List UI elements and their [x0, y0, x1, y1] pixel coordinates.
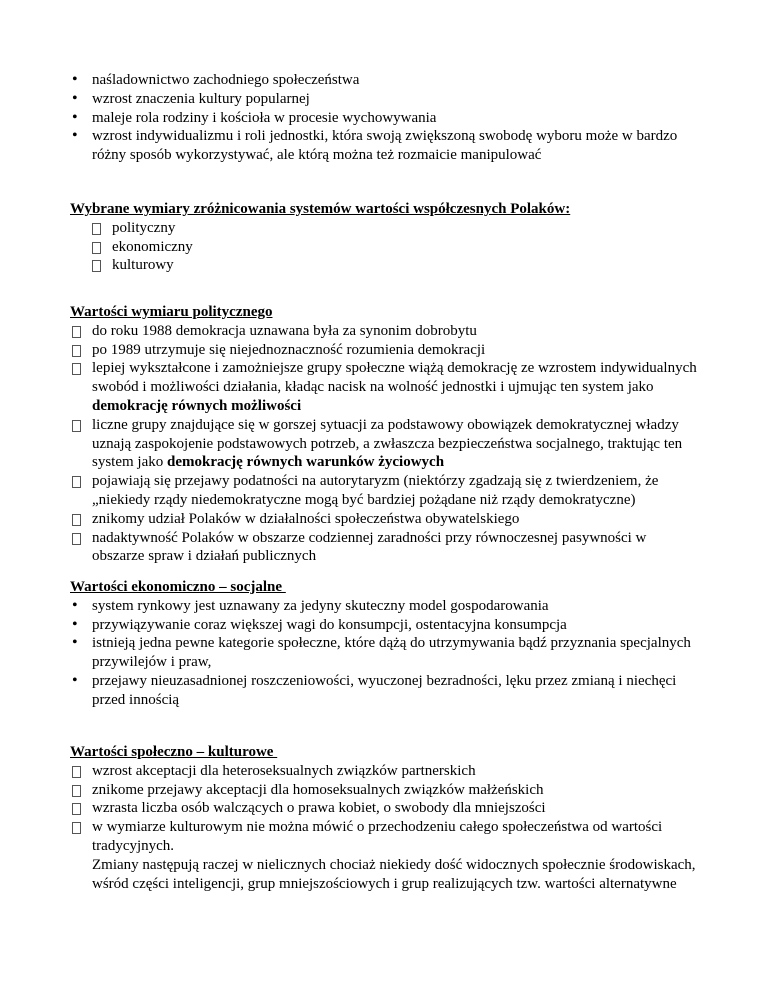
item-text: do roku 1988 demokracja uznawana była za synonim dobrobytu [92, 322, 477, 339]
list-item: • przywiązywanie coraz większej wagi do konsumpcji, ostentacyjna konsumpcja [70, 616, 700, 635]
section-heading: Wartości wymiaru politycznego [70, 304, 273, 320]
item-text: nadaktywność Polaków w obszarze codziennej zaradności przy równoczesnej pasywności w obszarze spraw i działań publicznych [92, 529, 647, 565]
square-bullet-icon [72, 822, 81, 834]
item-text: w wymiarze kulturowym nie można mówić o przechodzeniu całego społeczeństwa od wartości tradycyjnych. [92, 819, 663, 854]
list-item [70, 510, 700, 529]
list-item [70, 762, 700, 781]
square-bullet-icon [72, 766, 81, 778]
section-heading: Wartości społeczno – kulturowe [70, 744, 278, 760]
list-item: • system rynkowy jest uznawany za jedyny skuteczny model gospodarowania [70, 597, 700, 616]
item-text: pojawiają się przejawy podatności na autorytaryzm (niektórzy zgadzają się z twierdzeniem, że „niekiedy rządy niedemokratyczne mogą być bardziej pożądane niż rządy demokratyczne) [92, 473, 659, 508]
square-bullet-icon [72, 345, 81, 357]
item-text: po 1989 utrzymuje się niejednoznaczność rozumienia demokracji [92, 341, 486, 358]
list-item [70, 472, 700, 510]
list-item [70, 322, 700, 341]
item-emphasis: demokrację równych możliwości [92, 397, 302, 414]
item-emphasis: demokrację równych warunków życiowych [167, 454, 445, 471]
square-bullet-icon [72, 514, 81, 526]
item-text: liczne grupy znajdujące się w gorszej sytuacji za podstawowy obowiązek demokratycznej władzy uznają zaspokojenie podstawowych potrzeb, a zwłaszcza bezpieczeństwa socjalnego, traktując ten system jako [92, 416, 683, 471]
square-bullet-icon [92, 223, 101, 235]
list-item: • wzrost znaczenia kultury popularnej [70, 90, 700, 109]
square-bullet-icon [92, 242, 101, 254]
list-item [70, 818, 700, 856]
section-political [70, 303, 700, 566]
list-item [70, 359, 700, 415]
list-item: • maleje rola rodziny i kościoła w procesie wychowywania [70, 109, 700, 128]
item-text: wzrasta liczba osób walczących o prawa kobiet, o swobody dla mniejszości [92, 800, 546, 817]
section-heading: Wartości ekonomiczno – socjalne [70, 579, 286, 595]
item-text: polityczny [112, 219, 176, 236]
list-item [70, 341, 700, 360]
item-text: lepiej wykształcone i zamożniejsze grupy społeczne wiążą demokrację ze wzrostem indywidualnych swobód i możliwości działania, kładąc nacisk na wolność jednostki i ujmując ten system jako [92, 360, 697, 396]
list-item [90, 238, 700, 257]
square-bullet-icon [72, 363, 81, 375]
list-item [90, 256, 700, 275]
item-text: znikome przejawy akceptacji dla homoseksualnych związków małżeńskich [92, 781, 544, 798]
square-bullet-icon [72, 803, 81, 815]
list-item [70, 781, 700, 800]
square-bullet-icon [72, 476, 81, 488]
list-item [70, 416, 700, 472]
square-bullet-icon [72, 420, 81, 432]
list-item: • istnieją jedna pewne kategorie społeczne, które dążą do utrzymywania bądź przyznania specjalnych przywilejów i praw, [70, 634, 700, 672]
section-heading: Wybrane wymiary zróżnicowania systemów wartości współczesnych Polaków: [70, 201, 571, 217]
list-item: • przejawy nieuzasadnionej roszczeniowości, wyuczonej bezradności, lęku przez zmianą i niechęci przed innością [70, 672, 700, 710]
item-text: znikomy udział Polaków w działalności społeczeństwa obywatelskiego [92, 510, 520, 527]
section-cultural [70, 743, 700, 893]
section-dimensions [70, 200, 700, 275]
list-item: • naśladownictwo zachodniego społeczeństwa [70, 71, 700, 90]
square-bullet-icon [72, 326, 81, 338]
item-text: kulturowy [112, 257, 174, 274]
item-text: wzrost akceptacji dla heteroseksualnych związków partnerskich [92, 762, 476, 779]
list-item [90, 219, 700, 238]
section-economic [70, 578, 700, 710]
continuation-paragraph: Zmiany następują raczej w nielicznych chociaż niekiedy dość widocznych społecznie środowiskach, wśród części inteligencji, grup mniejszościowych i grup realizujących tzw. wartości alternatywne [92, 856, 696, 892]
square-bullet-icon [92, 260, 101, 272]
square-bullet-icon [72, 533, 81, 545]
section-social-changes [70, 71, 700, 165]
square-bullet-icon [72, 785, 81, 797]
list-item: • wzrost indywidualizmu i roli jednostki, która swoją zwiększoną swobodę wyboru może w bardzo różny sposób wykorzystywać, ale którą można też rozmaicie manipulować [70, 127, 700, 165]
list-item [70, 529, 700, 567]
list-item [70, 799, 700, 818]
item-text: ekonomiczny [112, 238, 193, 255]
